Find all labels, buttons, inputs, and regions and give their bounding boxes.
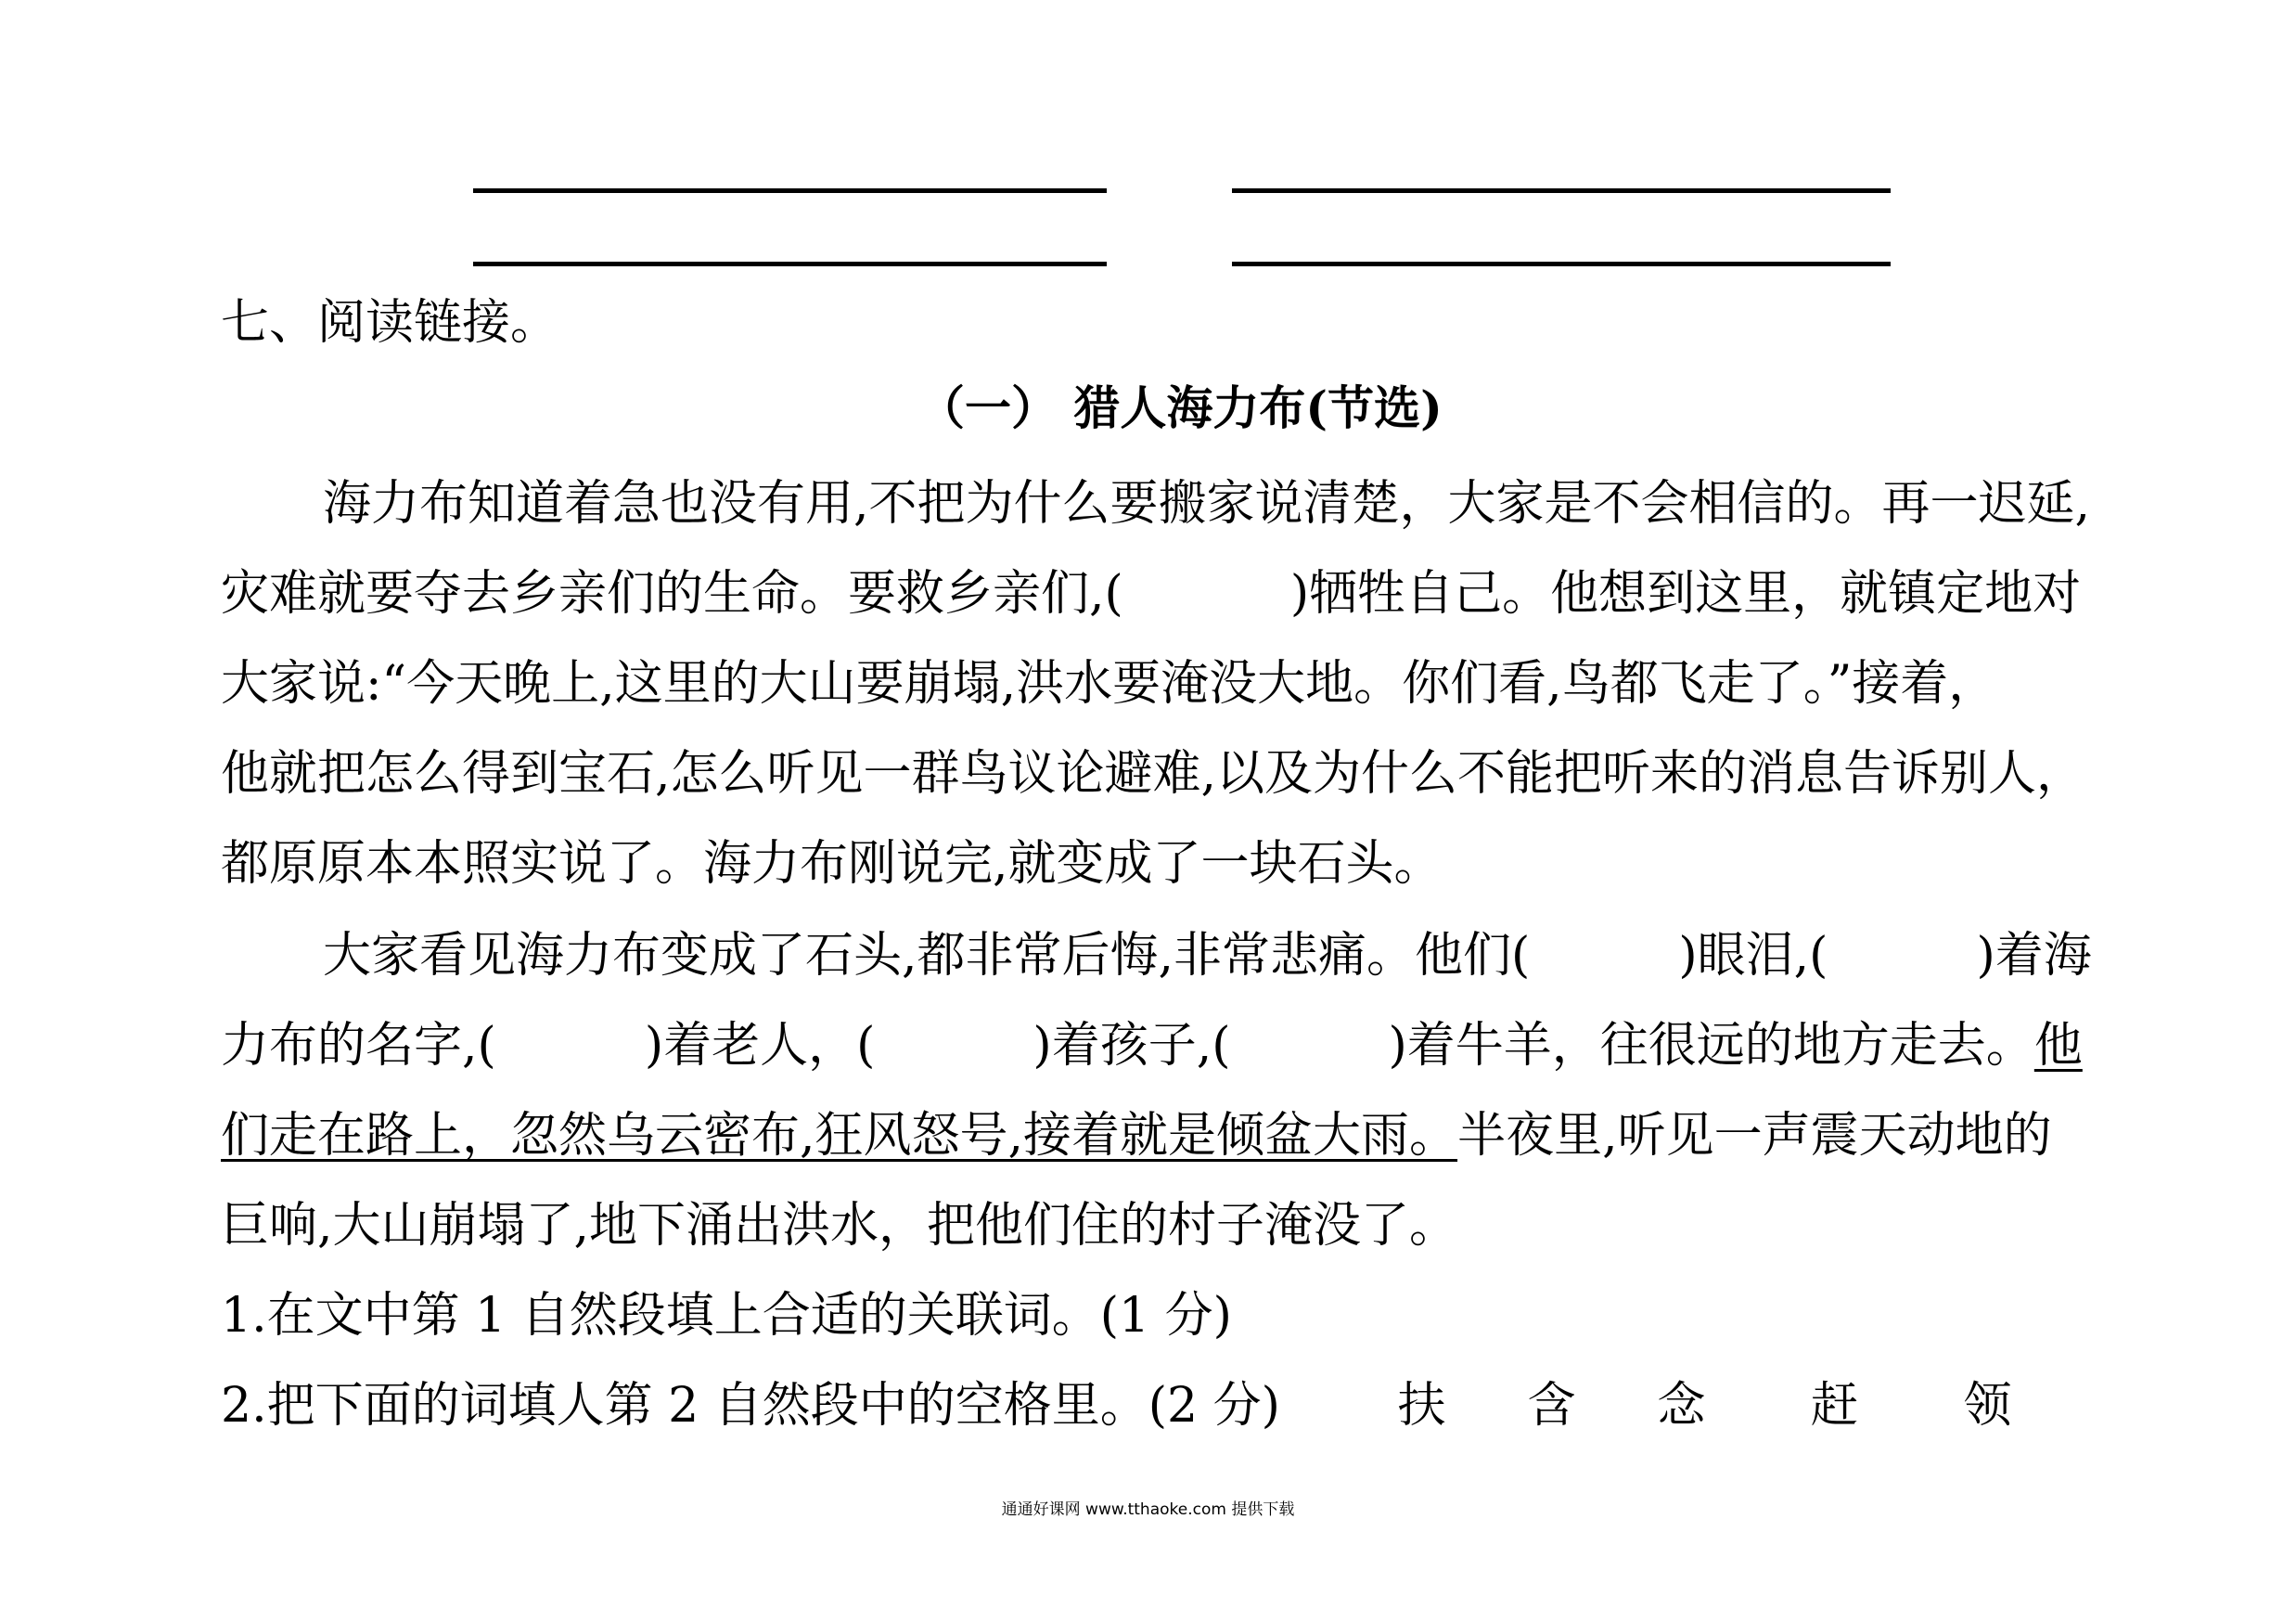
- section-heading: 七、阅读链接。: [221, 295, 559, 351]
- question-1: 1.在文中第 1 自然段填上合适的关联词。(1 分): [221, 1288, 1232, 1344]
- paragraph1-line1: 海力布知道着急也没有用,不把为什么要搬家说清楚，大家是不会相信的。再一迟延,: [323, 476, 2091, 532]
- answer-line-2: [1232, 188, 1891, 193]
- answer-line-3: [473, 262, 1107, 266]
- paragraph2-line1-text-a: 大家看见海力布变成了石头,都非常后悔,非常悲痛。他们(: [323, 928, 1531, 984]
- page-footer: 通通好课网 www.tthaoke.com 提供下载: [1001, 1500, 1295, 1519]
- passage-title: （一） 猎人海力布(节选): [918, 380, 1443, 435]
- underlined-sentence-start: 他: [2033, 1018, 2083, 1074]
- word-bank: [1397, 1378, 2011, 1434]
- answer-line-1: [473, 188, 1107, 193]
- paragraph1-line4: 他就把怎么得到宝石,怎么听见一群鸟议论避难,以及为什么不能把听来的消息告诉别人，: [221, 746, 2085, 802]
- underlined-sentence: 们走在路上，忽然乌云密布,狂风怒号,接着就是倾盆大雨。: [221, 1108, 1458, 1164]
- paragraph2-line3: [221, 1108, 2052, 1164]
- word-bank-item: 领: [1963, 1378, 2012, 1434]
- paragraph2-line1: [323, 928, 2092, 984]
- word-bank-item: 赶: [1810, 1378, 1859, 1434]
- word-bank-item: 扶: [1397, 1378, 1446, 1434]
- paragraph1-line2-text-a: 灾难就要夺去乡亲们的生命。要救乡亲们,(: [221, 566, 1123, 622]
- word-bank-item: 念: [1657, 1378, 1706, 1434]
- question-2: [221, 1378, 2012, 1434]
- paragraph2-line2-text-d: )着牛羊，往很远的地方走去。: [1388, 1018, 2034, 1074]
- paragraph1-line5: 都原原本本照实说了。海力布刚说完,就变成了一块石头。: [221, 836, 1443, 892]
- word-bank-item: 含: [1527, 1378, 1576, 1434]
- paragraph1-line3: 大家说:“今天晚上,这里的大山要崩塌,洪水要淹没大地。你们看,鸟都飞走了。”接着，: [221, 656, 1997, 712]
- paragraph2-line2-text-a: 力布的名字,(: [221, 1018, 496, 1074]
- paragraph2-line2-text-c: )着孩子,(: [1033, 1018, 1231, 1074]
- paragraph2-line2-text-b: )着老人，(: [644, 1018, 876, 1074]
- paragraph2-line1-text-c: )着海: [1976, 928, 2092, 984]
- paragraph2-line4: 巨响,大山崩塌了,地下涌出洪水，把他们住的村子淹没了。: [221, 1198, 1458, 1254]
- question-2-text: 2.把下面的词填人第 2 自然段中的空格里。(2 分): [221, 1378, 1280, 1434]
- paragraph1-line2-text-b: )牺牲自己。他想到这里，就镇定地对: [1289, 566, 2082, 622]
- paragraph1-line2: [221, 566, 2081, 622]
- paragraph2-line3-rest: 半夜里,听见一声震天动地的: [1457, 1108, 2052, 1164]
- answer-line-4: [1232, 262, 1891, 266]
- paragraph2-line2: [221, 1018, 2083, 1074]
- paragraph2-line1-text-b: )眼泪,(: [1678, 928, 1828, 984]
